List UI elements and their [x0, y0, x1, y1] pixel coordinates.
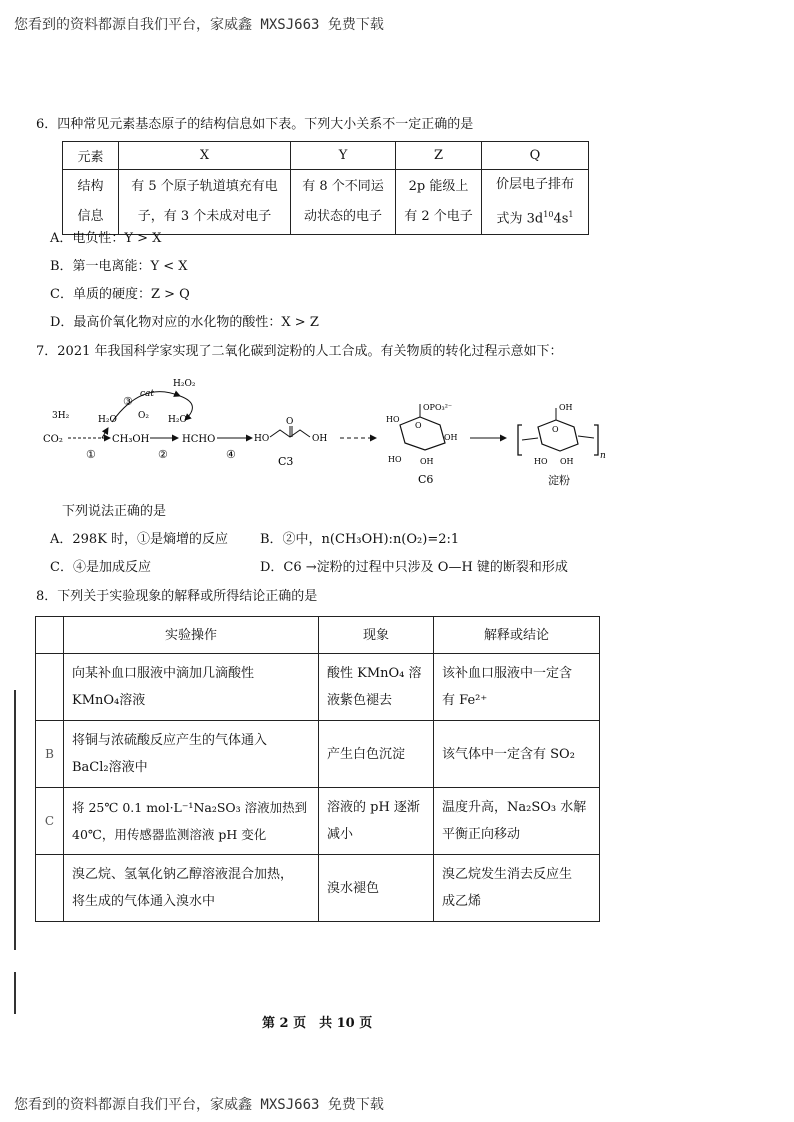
q7-prompt: 下列说法正确的是: [62, 504, 167, 519]
q6-option-a: A．电负性：Y > X: [50, 231, 162, 246]
q8-cell-phenomenon: 酸性 KMnO₄ 溶 液紫色褪去: [319, 654, 434, 721]
watermark-top: 您看到的资料都源自我们平台，家威鑫 MXSJ663 免费下载: [14, 17, 384, 33]
svg-text:O: O: [552, 425, 559, 434]
svg-text:HO: HO: [386, 415, 400, 424]
q6-option-d: D．最高价氧化物对应的水化物的酸性：X > Z: [50, 315, 319, 330]
step1-label: ①: [86, 448, 96, 461]
q8-header-conclusion: 解释或结论: [434, 617, 600, 654]
svg-text:n: n: [600, 451, 606, 461]
q6-cell-q: 价层电子排布 式为 $3d^{10}4s^1$: [482, 170, 589, 235]
h2o-label-2: H₂O: [168, 415, 187, 425]
q7-option-c: C．④是加成反应: [50, 560, 151, 575]
q8-cell-operation: 将 25℃ 0.1 mol·L⁻¹Na₂SO₃ 溶液加热到 40℃，用传感器监测溶液 pH 变化: [64, 788, 319, 855]
svg-text:O: O: [415, 421, 422, 430]
starch-label: 淀粉: [548, 474, 570, 487]
cat-label: cat: [140, 389, 155, 399]
svg-text:OH: OH: [444, 433, 458, 442]
q6-header-y: Y: [291, 142, 396, 170]
q8-row-label: [36, 855, 64, 922]
q6-header-q: Q: [482, 142, 589, 170]
q8-header-option: [36, 617, 64, 654]
q6-stem: 6．四种常见元素基态原子的结构信息如下表。下列大小关系不一定正确的是: [36, 117, 474, 132]
q6-option-c: C．单质的硬度：Z > Q: [50, 287, 190, 302]
q8-cell-operation: 向某补血口服液中滴加几滴酸性 KMnO₄溶液: [64, 654, 319, 721]
q7-reaction-diagram: [40, 370, 610, 495]
q8-table: [35, 616, 600, 922]
svg-text:HO: HO: [534, 457, 548, 466]
step4-label: ④: [226, 448, 236, 461]
q8-row-d: [36, 855, 600, 922]
q6-row-label: 结构 信息: [63, 170, 119, 235]
q7-option-a: A．298K 时，①是熵增的反应: [50, 532, 229, 547]
q8-row-label: B: [36, 721, 64, 788]
svg-text:HO: HO: [388, 455, 402, 464]
step3-label: ③: [123, 395, 133, 408]
c6-structure: [386, 403, 458, 466]
ch3oh-label: CH₃OH: [112, 434, 150, 445]
svg-text:OH: OH: [420, 457, 434, 466]
q8-cell-conclusion: 温度升高，Na₂SO₃ 水解 平衡正向移动: [434, 788, 600, 855]
q8-row-a: [36, 654, 600, 721]
q8-cell-conclusion: 溴乙烷发生消去反应生 成乙烯: [434, 855, 600, 922]
co2-label: CO₂: [43, 434, 63, 445]
starch-structure: [518, 403, 606, 466]
q6-cell-x: 有 5 个原子轨道填充有电 子，有 3 个未成对电子: [119, 170, 291, 235]
q8-stem: 8．下列关于实验现象的解释或所得结论正确的是: [36, 589, 318, 604]
hcho-label: HCHO: [182, 434, 216, 445]
svg-text:OH: OH: [559, 403, 573, 412]
q8-cell-phenomenon: 溶液的 pH 逐渐 减小: [319, 788, 434, 855]
q8-cell-phenomenon: 溴水褪色: [319, 855, 434, 922]
q8-cell-operation: 溴乙烷、氢氧化钠乙醇溶液混合加热， 将生成的气体通入溴水中: [64, 855, 319, 922]
q8-cell-conclusion: 该气体中一定含有 SO₂: [434, 721, 600, 788]
q7-option-d: D．C6 →淀粉的过程中只涉及 O—H 键的断裂和形成: [260, 560, 568, 575]
c6-label: C6: [418, 473, 434, 486]
c3-label: C3: [278, 455, 294, 468]
step2-label: ②: [158, 448, 168, 461]
watermark-bottom: 您看到的资料都源自我们平台，家威鑫 MXSJ663 免费下载: [14, 1097, 384, 1113]
scan-edge-mark: [14, 972, 16, 1014]
scan-edge-mark: [14, 690, 16, 950]
o2-label: O₂: [138, 411, 149, 421]
h2o2-label: H₂O₂: [173, 379, 196, 389]
q8-row-label: [36, 654, 64, 721]
q6-table: [62, 141, 589, 235]
q7-option-b: B．②中，n(CH₃OH):n(O₂)=2:1: [260, 532, 460, 547]
svg-text:OH: OH: [312, 434, 328, 444]
q8-header-operation: 实验操作: [64, 617, 319, 654]
c3-structure: [254, 417, 327, 444]
q8-row-b: [36, 721, 600, 788]
svg-text:OH: OH: [560, 457, 574, 466]
q8-row-c: [36, 788, 600, 855]
svg-text:O: O: [286, 417, 294, 427]
three-h2-label: 3H₂: [52, 411, 70, 421]
q6-header-z: Z: [396, 142, 482, 170]
q6-header-x: X: [119, 142, 291, 170]
q8-header-phenomenon: 现象: [319, 617, 434, 654]
q6-cell-z: 2p 能级上 有 2 个电子: [396, 170, 482, 235]
q8-row-label: C: [36, 788, 64, 855]
q6-cell-y: 有 8 个不同运 动状态的电子: [291, 170, 396, 235]
q8-cell-operation: 将铜与浓硫酸反应产生的气体通入 BaCl₂溶液中: [64, 721, 319, 788]
h2o-label-1: H₂O: [98, 415, 117, 425]
q8-cell-conclusion: 该补血口服液中一定含 有 Fe²⁺: [434, 654, 600, 721]
page-number: 第 2 页 共 10 页: [262, 1016, 373, 1031]
q7-stem: 7．2021 年我国科学家实现了二氧化碳到淀粉的人工合成。有关物质的转化过程示意如下：: [36, 344, 563, 359]
q6-header-element: 元素: [63, 142, 119, 170]
q6-option-b: B．第一电离能：Y < X: [50, 259, 188, 274]
svg-text:HO: HO: [254, 434, 270, 444]
q8-cell-phenomenon: 产生白色沉淀: [319, 721, 434, 788]
svg-text:OPO₃²⁻: OPO₃²⁻: [423, 403, 453, 412]
